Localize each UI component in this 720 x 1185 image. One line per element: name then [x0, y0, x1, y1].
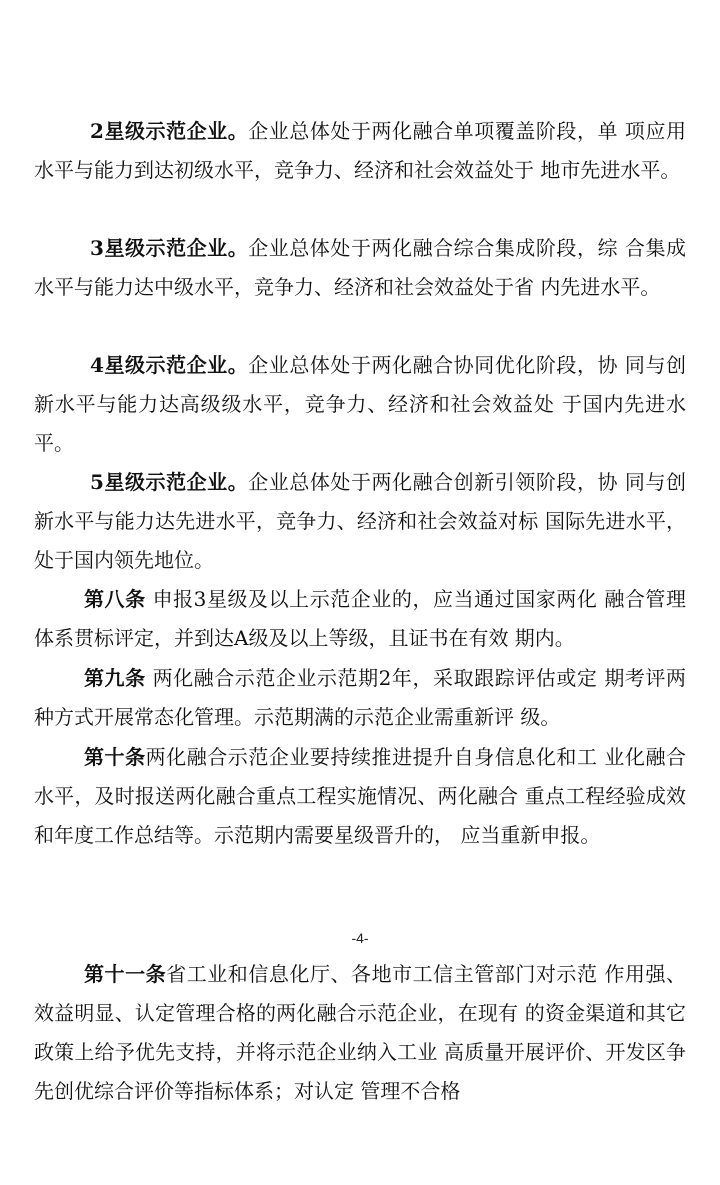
article-11: [34, 955, 686, 1111]
article-9: [34, 659, 686, 737]
article-body: 两化融合示范企业示范期2年，采取跟踪评估或定 期考评两种方式开展常态化管理。示范期满的示范企业需重新评 级。: [34, 666, 686, 729]
paragraph-lead: 2星级示范企业。: [90, 119, 249, 143]
article-10: [34, 738, 686, 855]
article-heading: 第八条: [84, 587, 146, 611]
page-number: -4-: [351, 930, 369, 946]
paragraph-star-3: [34, 229, 686, 307]
paragraph-lead: 4星级示范企业。: [90, 353, 249, 377]
paragraph-lead: 5星级示范企业。: [90, 470, 249, 494]
paragraph-star-2: [34, 112, 686, 190]
article-body: 两化融合示范企业要持续推进提升自身信息化和工 业化融合水平，及时报送两化融合重点工程实施情况、两化融合 重点工程经验成效和年度工作总结等。示范期内需要星级晋升的， 应当重新申报。: [34, 745, 687, 847]
article-heading: 第十条: [84, 745, 146, 769]
paragraph-body: 企业总体处于两化融合协同优化阶段，协 同与创新水平与能力达高级级水平，竞争力、经济和社会效益处 于国内先进水平。: [34, 353, 687, 455]
article-body: 申报3星级及以上示范企业的，应当通过国家两化 融合管理体系贯标评定，并到达A级及以上等级，且证书在有效 期内。: [34, 587, 686, 650]
paragraph-body: 企业总体处于两化融合单项覆盖阶段，单 项应用水平与能力到达初级水平，竞争力、经济和社会效益处于 地市先进水平。: [34, 119, 687, 182]
paragraph-body: 企业总体处于两化融合创新引领阶段，协 同与创新水平与能力达先进水平，竞争力、经济和社会效益对标 国际先进水平，处于国内领先地位。: [34, 470, 687, 572]
article-8: [34, 580, 686, 658]
paragraph-star-5: [34, 463, 686, 580]
article-heading: 第九条: [84, 666, 146, 690]
paragraph-body: 企业总体处于两化融合综合集成阶段，综 合集成水平与能力达中级水平，竞争力、经济和社会效益处于省 内先进水平。: [34, 236, 687, 299]
paragraph-star-4: [34, 346, 686, 463]
article-body: 省工业和信息化厅、各地市工信主管部门对示范 作用强、效益明显、认定管理合格的两化融合示范企业，在现有 的资金渠道和其它政策上给予优先支持，并将示范企业纳入工业 高质量开展评价、开发区争先创优综合评价等指标体系；对认定 管理不合格: [34, 962, 687, 1103]
article-heading: 第十一条: [84, 962, 167, 986]
paragraph-lead: 3星级示范企业。: [90, 236, 249, 260]
